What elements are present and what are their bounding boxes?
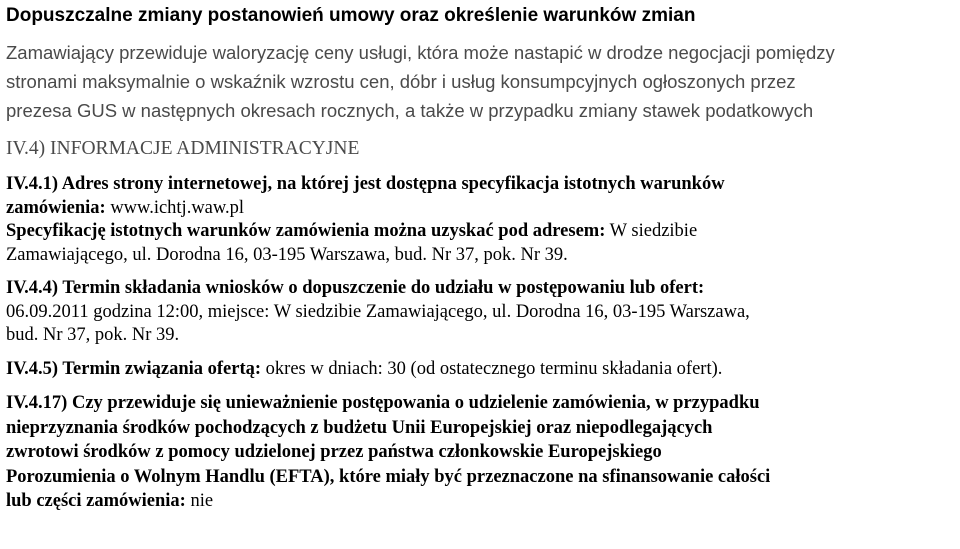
binding-value: okres w dniach: 30 (od ostatecznego terminu składania ofert). xyxy=(265,358,723,379)
deadline-value-line2: bud. Nr 37, pok. Nr 39. xyxy=(6,325,180,345)
website-item xyxy=(6,173,956,220)
binding-item xyxy=(6,358,956,382)
intro-line: prezesa GUS w następnych okresach rocznych, a także w przypadku zmiany stawek podatkowych xyxy=(6,100,814,121)
specification-label: Specyfikację istotnych warunków zamówienia można uzyskać pod adresem: xyxy=(6,221,606,241)
intro-line: Zamawiający przewiduje waloryzację ceny usługi, która może nastapić w drodze negocjacji pomiędzy xyxy=(6,42,835,63)
eu-funds-label-line: IV.4.17) Czy przewiduje się unieważnienie postępowania o udzielenie zamówienia, w przypadku xyxy=(6,393,760,413)
eu-funds-label-line: zwrotowi środków z pomocy udzielonej przez państwa członkowskie Europejskiego xyxy=(6,442,662,462)
deadline-item xyxy=(6,277,956,348)
eu-funds-item xyxy=(6,391,956,514)
specification-value-line2: Zamawiającego, ul. Dorodna 16, 03-195 Warszawa, bud. Nr 37, pok. Nr 39. xyxy=(6,244,568,265)
document-page xyxy=(6,0,956,514)
website-label-line2: zamówienia: xyxy=(6,197,106,218)
intro-paragraph xyxy=(6,38,956,125)
section-title: IV.4) INFORMACJE ADMINISTRACYJNE xyxy=(6,138,360,159)
website-label-line1: IV.4.1) Adres strony internetowej, na której jest dostępna specyfikacja istotnych warunków xyxy=(6,174,725,194)
eu-funds-value: nie xyxy=(190,491,214,511)
deadline-label: IV.4.4) Termin składania wniosków o dopuszczenie do udziału w postępowaniu lub ofert: xyxy=(6,278,705,298)
eu-funds-label-line: Porozumienia o Wolnym Handlu (EFTA), które miały być przeznaczone na sfinansowanie całości xyxy=(6,466,771,487)
intro-line: stronami maksymalnie o wskaźnik wzrostu cen, dóbr i usług konsumpcyjnych ogłoszonych przez xyxy=(6,71,796,92)
document-heading: Dopuszczalne zmiany postanowień umowy oraz określenie warunków zmian xyxy=(6,5,696,26)
specification-item xyxy=(6,220,956,267)
specification-value-line1: W siedzibie xyxy=(609,221,698,241)
website-value: www.ichtj.waw.pl xyxy=(110,197,245,218)
deadline-value-line1: 06.09.2011 godzina 12:00, miejsce: W siedzibie Zamawiającego, ul. Dorodna 16, 03-195 Warszawa, xyxy=(6,301,750,322)
eu-funds-label-line: lub części zamówienia: xyxy=(6,491,186,511)
eu-funds-label-line: nieprzyznania środków pochodzących z budżetu Unii Europejskiej oraz niepodlegających xyxy=(6,417,713,438)
binding-label: IV.4.5) Termin związania ofertą: xyxy=(6,358,262,379)
